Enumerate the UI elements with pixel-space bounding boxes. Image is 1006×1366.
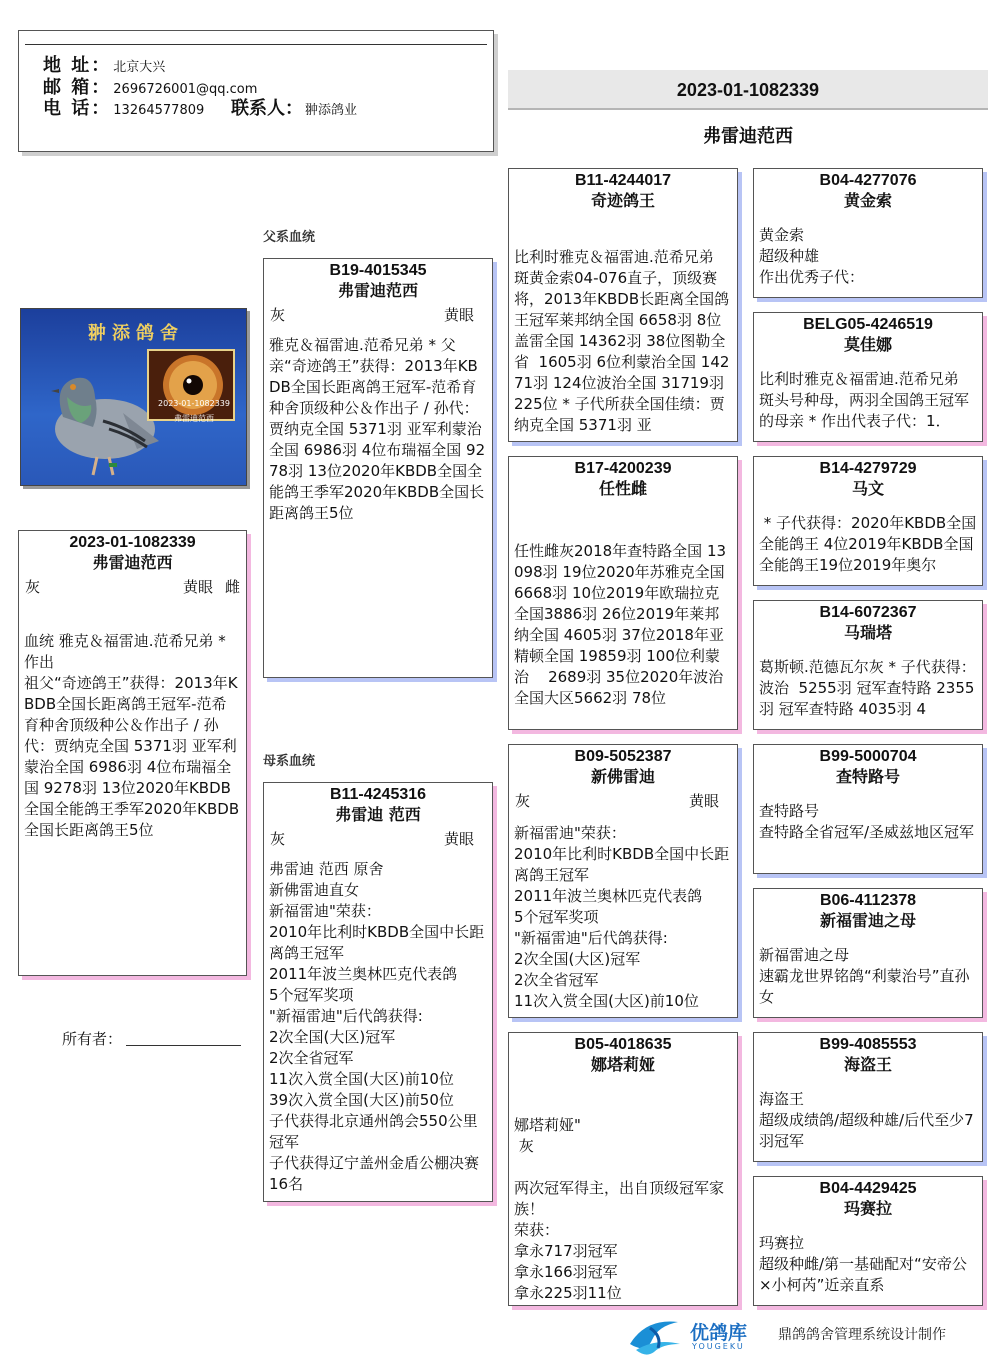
subject-card bbox=[18, 530, 247, 976]
dam-eye: 黄眼 bbox=[443, 830, 474, 848]
dss-ring: B99-5000704 bbox=[819, 748, 917, 765]
email-value: 2696726001@qq.com bbox=[113, 82, 258, 97]
header-ring-number: 2023-01-1082339 bbox=[508, 70, 988, 110]
owner-signature-line bbox=[126, 1045, 241, 1046]
sire-dam-description: 任性雌灰2018年查特路全国 13098羽 19位2020年苏雅克全国 6668羽 10位2019年欧瑞拉克全国3886羽 26位2019年莱邦纳全国 4605羽 37位2018年亚精顿全国 19859羽 100位利蒙治 2689羽 35位2020年波治全国大区5662羽 78位 bbox=[514, 542, 730, 707]
ddd-card bbox=[753, 1176, 983, 1306]
phone-row bbox=[43, 98, 204, 122]
sss-card bbox=[753, 168, 983, 298]
owner-field bbox=[62, 1028, 241, 1049]
address-row bbox=[43, 55, 165, 79]
dam-sire-card bbox=[508, 744, 738, 1018]
ssd-ring: BELG05-4246519 bbox=[803, 316, 933, 333]
dam-description: 弗雷迪 范西 原舍 新佛雷迪直女 新福雷迪"荣获： 2010年比利时KBDB全国中长距离鸽王冠军 2011年波兰奥林匹克代表鸽 5个冠军奖项 "新福雷迪"后代鸽获得: 2次全国(大区)冠军 2次全省冠军 11次入赏全国(大区)前10位 39次入赏全国(大区)前50位 子代获得北京通州鸽会550公里冠军 子代获得辽宁盖州金盾公棚决赛16名 bbox=[269, 860, 485, 1193]
eye-icon bbox=[149, 351, 235, 421]
header-pigeon-name: 弗雷迪范西 bbox=[703, 126, 793, 147]
subject-name: 弗雷迪范西 bbox=[92, 553, 173, 572]
footer-credit: 鼎鸽鸽舍管理系统设计制作 bbox=[778, 1327, 946, 1343]
address-label: 地 址： bbox=[43, 55, 112, 76]
dam-dam-ring: B05-4018635 bbox=[574, 1036, 672, 1053]
dam-sire-color: 灰 bbox=[515, 792, 531, 810]
loft-logo: 翀添鸽舍 bbox=[88, 323, 184, 344]
sire-color: 灰 bbox=[270, 306, 286, 324]
contact-person-value: 翀添鸽业 bbox=[305, 103, 358, 118]
dss-card bbox=[753, 744, 983, 874]
sss-ring: B04-4277076 bbox=[819, 172, 917, 189]
dam-attributes bbox=[264, 827, 492, 851]
pigeon-icon bbox=[33, 357, 163, 481]
dsd-ring: B06-4112378 bbox=[819, 892, 917, 909]
sss-description: 黄金索 超级种雄 作出优秀子代： bbox=[759, 226, 865, 286]
dam-dam-card bbox=[508, 1032, 738, 1306]
sss-name: 黄金索 bbox=[843, 191, 892, 210]
contact-person-label: 联系人： bbox=[231, 98, 303, 119]
sds-card bbox=[753, 456, 983, 586]
photo-caption-name: 弗雷迪范西 bbox=[174, 414, 214, 423]
sdd-name: 马瑞塔 bbox=[843, 623, 892, 642]
ssd-name: 莫佳娜 bbox=[843, 335, 892, 354]
sire-sire-description: 比利时雅克＆福雷迪.范希兄弟 斑黄金索04-076直子，顶级赛将，2013年KBDB长距离全国鸽王冠军莱邦纳全国 6658羽 8位盖雷全国 14362羽 38位图勒全省 1605羽 6位利蒙治全国 14271羽 124位波治全国 31719羽 225位 * 子代所获全国佳绩：贾纳克全国 5371羽 亚 bbox=[514, 248, 730, 434]
ddd-name: 玛赛拉 bbox=[843, 1199, 892, 1218]
sdd-ring: B14-6072367 bbox=[819, 604, 917, 621]
footer-brand-en: YOUGEKU bbox=[692, 1342, 745, 1351]
yougeku-logo-icon bbox=[622, 1314, 686, 1358]
subject-color: 灰 bbox=[25, 578, 41, 596]
dss-description: 查特路号 查特路全省冠军/圣威兹地区冠军 bbox=[759, 802, 975, 841]
dsd-description: 新福雷迪之母 速霸龙世界铭鸽“利蒙治号”直孙女 bbox=[759, 946, 970, 1006]
sire-sire-ring: B11-4244017 bbox=[574, 172, 672, 189]
sds-name: 马文 bbox=[851, 479, 884, 498]
address-value: 北京大兴 bbox=[113, 60, 166, 75]
phone-label: 电 话： bbox=[43, 98, 112, 119]
dam-sire-name: 新佛雷迪 bbox=[590, 767, 655, 786]
pigeon-photo bbox=[20, 308, 247, 486]
ssd-description: 比利时雅克＆福雷迪.范希兄弟 斑头号种母，两羽全国鸽王冠军的母亲 * 作出代表子代：1． bbox=[759, 370, 970, 430]
dam-dam-name: 娜塔莉娅 bbox=[590, 1055, 655, 1074]
ddd-description: 玛赛拉 超级种雌/第一基础配对“安帝公×小柯芮”近亲直系 bbox=[759, 1234, 967, 1294]
dam-color: 灰 bbox=[270, 830, 286, 848]
contact-panel bbox=[18, 30, 494, 152]
subject-ring: 2023-01-1082339 bbox=[69, 534, 196, 551]
sdd-card bbox=[753, 600, 983, 730]
sire-card bbox=[263, 258, 493, 678]
phone-value: 13264577809 bbox=[113, 103, 205, 118]
sire-dam-card bbox=[508, 456, 738, 730]
dds-ring: B99-4085553 bbox=[819, 1036, 917, 1053]
sire-description: 雅克＆福雷迪.范希兄弟 * 父亲“奇迹鸽王”获得：2013年KBDB全国长距离鸽王冠军-范希育种舍顶级种公＆作出子 / 孙代：贾纳克全国 5371羽 亚军利蒙治全国 6986羽 4位布瑞福全国 9278羽 13位2020年KBDB全国全能鸽王季军2020年KBDB全国长距离鸽王5位 bbox=[269, 336, 486, 522]
dam-ring: B11-4245316 bbox=[329, 786, 427, 803]
subject-attributes bbox=[19, 575, 246, 599]
email-label: 邮 箱： bbox=[43, 77, 112, 98]
sire-dam-ring: B17-4200239 bbox=[574, 460, 672, 477]
dam-sire-ring: B09-5052387 bbox=[574, 748, 672, 765]
dam-name: 弗雷迪 范西 bbox=[335, 805, 421, 824]
dam-sire-attributes bbox=[509, 789, 737, 813]
sire-ring: B19-4015345 bbox=[329, 262, 427, 279]
sds-description: * 子代获得：2020年KBDB全国全能鸽王 4位2019年KBDB全国全能鸽王19位2019年奥尔 bbox=[759, 514, 977, 574]
sire-name: 弗雷迪范西 bbox=[337, 281, 418, 300]
dss-name: 查特路号 bbox=[835, 767, 900, 786]
ssd-card bbox=[753, 312, 983, 442]
ddd-ring: B04-4429425 bbox=[819, 1180, 917, 1197]
dam-sire-eye: 黄眼 bbox=[688, 792, 719, 810]
dam-sire-description: 新福雷迪"荣获： 2010年比利时KBDB全国中长距离鸽王冠军 2011年波兰奥林匹克代表鸽 5个冠军奖项 "新福雷迪"后代鸽获得: 2次全国(大区)冠军 2次全省冠军 11次入赏全国(大区)前10位 bbox=[514, 824, 730, 1010]
sire-eye: 黄眼 bbox=[443, 306, 474, 324]
dam-line-label: 母系血统 bbox=[263, 754, 316, 769]
dam-dam-description: 娜塔莉娅" 灰 两次冠军得主，出自顶级冠军家族！ 荣获： 拿永717羽冠军 拿永166羽冠军 拿永225羽11位 bbox=[514, 1116, 725, 1302]
contact-divider bbox=[25, 44, 487, 45]
dds-description: 海盗王 超级成绩鸽/超级种雄/后代至少7羽冠军 bbox=[759, 1090, 974, 1150]
subject-sex: 雌 bbox=[224, 578, 240, 596]
sds-ring: B14-4279729 bbox=[819, 460, 917, 477]
sire-dam-name: 任性雌 bbox=[598, 479, 647, 498]
sire-attributes bbox=[264, 303, 492, 327]
subject-description: 血统 雅克＆福雷迪.范希兄弟 * 作出 祖父“奇迹鸽王”获得：2013年KBDB全国长距离鸽王冠军-范希育种舍顶级种公＆作出子 / 孙代：贾纳克全国 5371羽 亚军利蒙治全国 6986羽 4位布瑞福全国 9278羽 13位2020年KBDB全国全能鸽王季军2020年KBDB全国长距离鸽王5位 bbox=[24, 632, 240, 839]
footer-brand: 优鸽库 bbox=[690, 1322, 748, 1344]
dsd-name: 新福雷迪之母 bbox=[819, 911, 916, 930]
dds-card bbox=[753, 1032, 983, 1162]
photo-caption-ring: 2023-01-1082339 bbox=[158, 399, 230, 408]
dsd-card bbox=[753, 888, 983, 1018]
contact-person-row bbox=[231, 98, 357, 122]
sire-sire-name: 奇迹鸽王 bbox=[590, 191, 655, 210]
owner-label: 所有者： bbox=[62, 1030, 123, 1048]
sire-sire-card bbox=[508, 168, 738, 442]
sire-line-label: 父系血统 bbox=[263, 230, 316, 245]
dam-card bbox=[263, 782, 493, 1202]
footer bbox=[620, 1312, 1000, 1358]
dds-name: 海盗王 bbox=[843, 1055, 892, 1074]
subject-eye: 黄眼 bbox=[182, 578, 213, 596]
sdd-description: 葛斯顿.范德瓦尔灰 * 子代获得：波治 5255羽 冠军查特路 2355羽 冠军查特路 4035羽 4 bbox=[759, 658, 976, 718]
eye-closeup bbox=[147, 349, 235, 421]
